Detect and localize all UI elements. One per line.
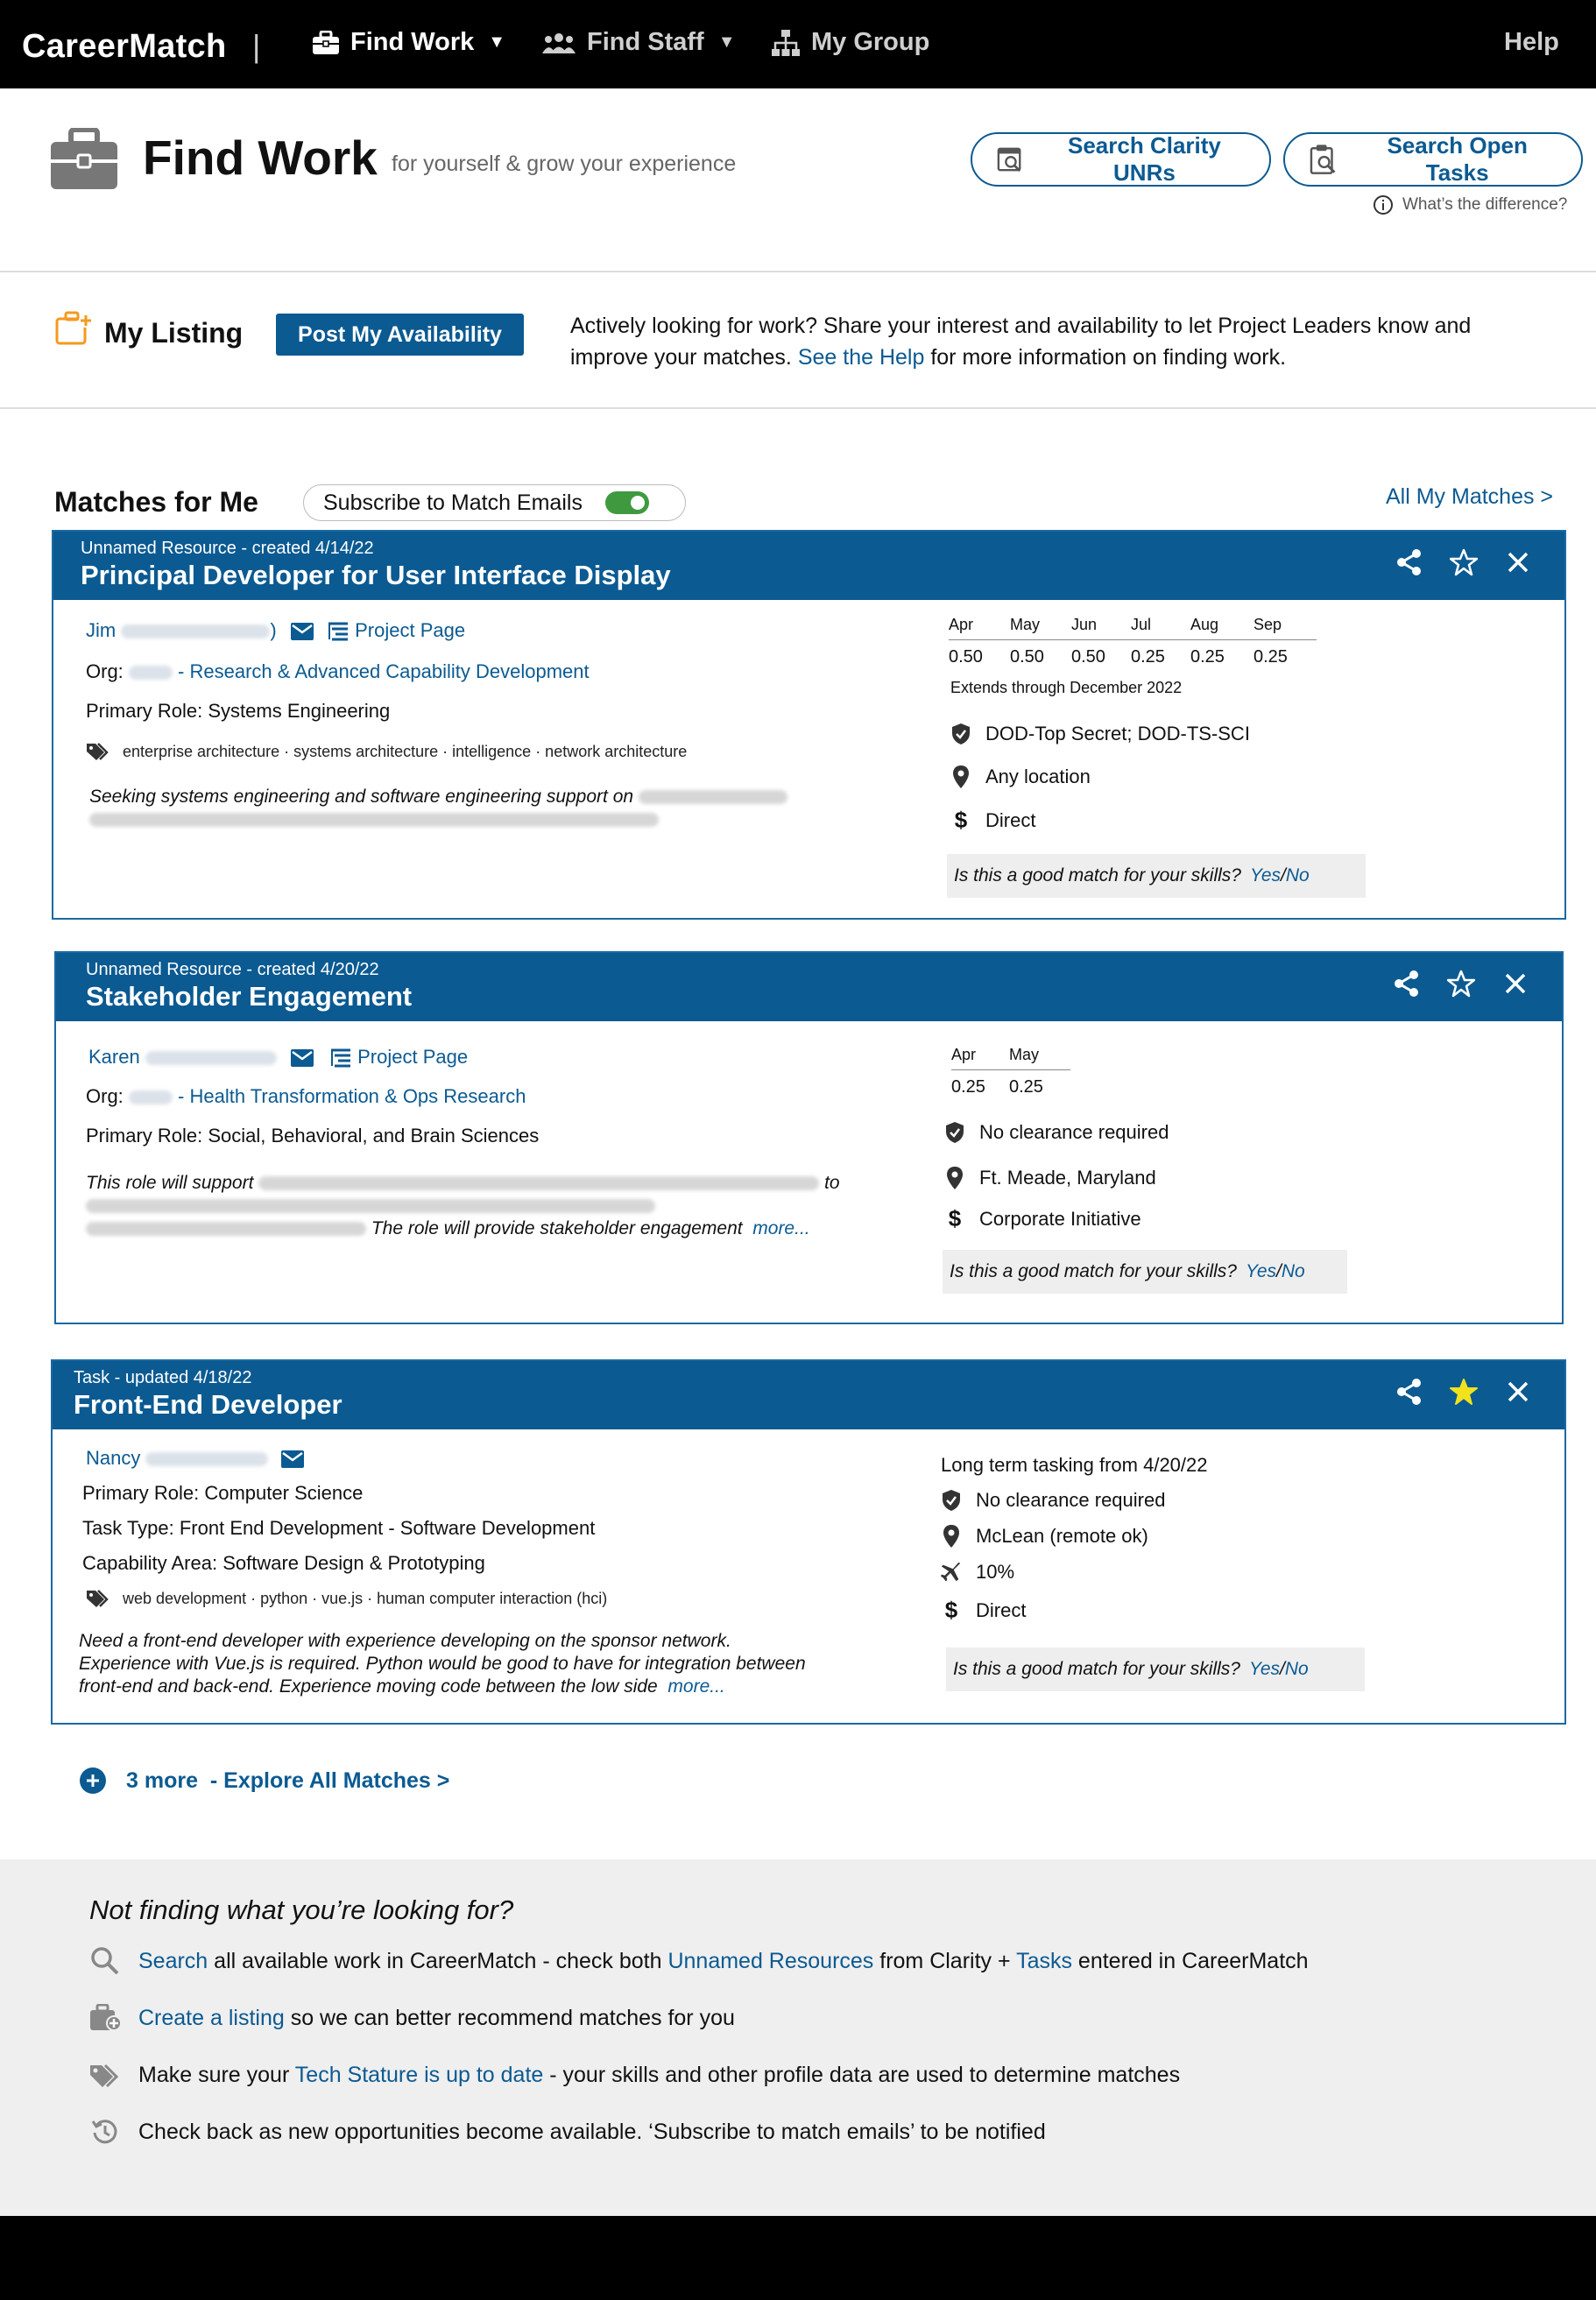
- tags-icon: [89, 2064, 121, 2088]
- search-clarity-unrs-button[interactable]: [971, 132, 1271, 187]
- help-text: all available work in CareerMatch - check both: [208, 1948, 668, 1973]
- post-my-availability-button[interactable]: Post My Availability: [276, 314, 524, 356]
- contact-first-name: Jim: [86, 619, 117, 641]
- tags-icon: [86, 1589, 110, 1608]
- airplane-icon: [941, 1561, 962, 1584]
- description-text: Seeking systems engineering and software engineering support on: [89, 787, 634, 807]
- redacted-text: [86, 1199, 655, 1213]
- contact-name-link[interactable]: [86, 619, 277, 641]
- location: [941, 1524, 1148, 1549]
- month-label: Jun: [1071, 616, 1131, 640]
- subscribe-label: Subscribe to Match Emails: [323, 490, 583, 515]
- slash: /: [1280, 1659, 1285, 1679]
- funding: [944, 1205, 1141, 1232]
- no-link[interactable]: No: [1285, 865, 1310, 885]
- star-icon[interactable]: [1446, 969, 1476, 998]
- month-value: 0.25: [951, 1077, 985, 1097]
- card-title[interactable]: Stakeholder Engagement: [86, 981, 413, 1012]
- shield-check-icon: [942, 1489, 961, 1512]
- primary-role: Primary Role: Social, Behavioral, and Brain Sciences: [86, 1125, 540, 1146]
- org-label: Org:: [86, 1085, 124, 1107]
- tech-stature-link[interactable]: Tech Stature is up to date: [294, 2063, 544, 2087]
- card-header: [53, 532, 1564, 600]
- month-value: 0.25: [1131, 647, 1165, 667]
- location: [944, 1166, 1156, 1190]
- help-row-search: [89, 1946, 1309, 1976]
- project-page-link[interactable]: [327, 619, 465, 642]
- funding: [950, 807, 1035, 834]
- project-icon: [327, 621, 350, 642]
- card-meta: Task - updated 4/18/22: [74, 1368, 252, 1387]
- matches-for-me-title: Matches for Me: [54, 486, 258, 518]
- help-text: from Clarity +: [873, 1948, 1017, 1973]
- extends-through: Extends through December 2022: [950, 679, 1183, 696]
- project-icon: [329, 1048, 352, 1069]
- month-label: Apr: [949, 616, 1010, 640]
- nav-my-group[interactable]: [771, 28, 929, 57]
- close-icon[interactable]: [1501, 969, 1530, 998]
- yes-link[interactable]: Yes: [1245, 1261, 1277, 1281]
- more-link[interactable]: more...: [667, 1676, 725, 1697]
- yes-link[interactable]: Yes: [1249, 865, 1282, 885]
- project-page-label: Project Page: [355, 619, 466, 641]
- tasking-duration: Long term tasking from 4/20/22: [941, 1454, 1208, 1476]
- share-icon[interactable]: [1395, 547, 1424, 577]
- no-link[interactable]: No: [1281, 1261, 1305, 1281]
- help-title: Not finding what you’re looking for?: [89, 1894, 514, 1925]
- clearance-text: No clearance required: [976, 1489, 1166, 1511]
- project-page-label: Project Page: [357, 1046, 469, 1068]
- whats-the-difference-link[interactable]: [1373, 194, 1567, 215]
- all-my-matches-link[interactable]: All My Matches >: [1386, 484, 1554, 509]
- tags-icon: [86, 742, 110, 761]
- page-subtitle: for yourself & grow your experience: [392, 152, 737, 176]
- month-value: 0.25: [1253, 647, 1288, 667]
- nav-my-group-label: My Group: [811, 28, 930, 56]
- clearance-text: No clearance required: [979, 1121, 1169, 1143]
- month-label: Sep: [1253, 616, 1317, 640]
- share-icon[interactable]: [1395, 1377, 1424, 1407]
- redacted-text: [129, 1090, 173, 1104]
- card-meta: Unnamed Resource - created 4/14/22: [81, 539, 374, 558]
- redacted-text: [145, 1051, 277, 1065]
- description-text: This role will support: [86, 1173, 254, 1193]
- availability-schedule: [949, 616, 1317, 667]
- divider: [0, 407, 1596, 409]
- dollar-icon: $: [954, 807, 968, 833]
- description-text: Need a front-end developer with experience developing on the sponsor network.: [79, 1631, 731, 1651]
- description-text: to: [824, 1173, 840, 1193]
- info-icon: [1373, 194, 1394, 215]
- contact-name-link[interactable]: [88, 1046, 277, 1068]
- footer-bar: [0, 2216, 1596, 2300]
- whats-the-difference-label: What’s the difference?: [1402, 195, 1568, 214]
- search-open-tasks-button[interactable]: [1283, 132, 1583, 187]
- my-listing-title: My Listing: [104, 317, 244, 349]
- dollar-icon: $: [944, 1597, 958, 1623]
- good-match-feedback: [943, 1250, 1347, 1294]
- contact: [88, 1046, 314, 1069]
- nav-find-staff-label: Find Staff: [587, 28, 704, 56]
- card-title[interactable]: Principal Developer for User Interface Display: [81, 560, 671, 590]
- help-text: entered in CareerMatch: [1071, 1948, 1309, 1973]
- skill-tags-text: enterprise architecture · systems architecture · intelligence · network architecture: [123, 742, 688, 760]
- listing-add-icon: [55, 311, 94, 346]
- clearance: [950, 723, 1250, 745]
- good-match-feedback: [946, 1647, 1365, 1691]
- skill-tags: [86, 1589, 607, 1608]
- slash: /: [1276, 1261, 1282, 1281]
- org: [86, 1085, 526, 1108]
- tasks-link[interactable]: Tasks: [1016, 1948, 1072, 1973]
- email-icon[interactable]: [281, 1450, 304, 1468]
- shield-check-icon: [951, 723, 971, 745]
- divider: [0, 271, 1596, 272]
- contact-name-link[interactable]: [86, 1447, 268, 1469]
- month-value: 0.50: [1071, 647, 1105, 667]
- no-link[interactable]: No: [1284, 1659, 1309, 1679]
- nav-separator: |: [252, 28, 261, 64]
- nav-find-staff[interactable]: [541, 28, 736, 57]
- description-text: Experience with Vue.js is required. Python would be good to have for integration between: [79, 1654, 806, 1674]
- contact: [86, 619, 314, 642]
- description-text: The role will provide stakeholder engagement: [371, 1218, 743, 1238]
- card-description: [86, 1172, 909, 1240]
- brand-logo[interactable]: CareerMatch: [22, 28, 227, 65]
- card-header: [56, 953, 1562, 1021]
- clearance-text: DOD-Top Secret; DOD-TS-SCI: [985, 723, 1250, 744]
- redacted-text: [89, 813, 659, 827]
- travel-text: 10%: [976, 1561, 1015, 1583]
- location-text: Ft. Meade, Maryland: [979, 1167, 1156, 1189]
- contact-first-name: Karen: [88, 1046, 140, 1068]
- card-description: [89, 786, 878, 831]
- briefcase-icon: [49, 128, 119, 191]
- card-meta: Unnamed Resource - created 4/20/22: [86, 960, 379, 979]
- nav-find-work[interactable]: [312, 28, 505, 57]
- org: [86, 660, 590, 683]
- unnamed-resources-link[interactable]: Unnamed Resources: [667, 1948, 874, 1973]
- top-nav: [0, 0, 1596, 88]
- listing-text: Actively looking for work? Share your interest and availability to let Project Leaders know and improve your matches.: [570, 314, 1472, 370]
- travel: [941, 1561, 1014, 1584]
- share-icon[interactable]: [1392, 969, 1422, 998]
- month-label: Jul: [1131, 616, 1190, 640]
- primary-role: Primary Role: Systems Engineering: [86, 700, 391, 722]
- see-the-help-link[interactable]: See the Help: [797, 345, 925, 370]
- yes-link[interactable]: Yes: [1248, 1659, 1281, 1679]
- funding-text: Direct: [985, 808, 1036, 831]
- star-icon[interactable]: [1449, 547, 1479, 577]
- close-icon[interactable]: [1503, 547, 1533, 577]
- org-label: Org:: [86, 660, 124, 682]
- clearance: [941, 1489, 1165, 1512]
- search-clarity-unrs-label: Search Clarity UNRs: [1068, 132, 1221, 186]
- month-value: 0.25: [1190, 647, 1225, 667]
- funding-text: Corporate Initiative: [979, 1207, 1141, 1230]
- month-value: 0.50: [949, 647, 983, 667]
- org-chart-icon: [771, 29, 801, 57]
- history-icon: [91, 2118, 119, 2146]
- match-card[interactable]: [54, 951, 1564, 1324]
- location-text: Any location: [985, 765, 1091, 787]
- shield-check-icon: [945, 1121, 964, 1144]
- email-icon[interactable]: [291, 623, 314, 640]
- dollar-icon: $: [948, 1205, 962, 1231]
- create-listing-link[interactable]: Create a listing: [138, 2005, 285, 2030]
- redacted-text: [86, 1222, 366, 1236]
- help-text: Check back as new opportunities become available. ‘Subscribe to match emails’ to be notified: [138, 2119, 1046, 2144]
- month-label: Aug: [1190, 616, 1253, 640]
- redacted-text: [258, 1176, 819, 1190]
- explore-label: - Explore All Matches >: [209, 1767, 450, 1793]
- page-title: Find Work: [143, 131, 378, 185]
- slash: /: [1281, 865, 1286, 885]
- contact-first-name: Nancy: [86, 1447, 141, 1469]
- skill-tags-text: web development · python · vue.js · human computer interaction (hci): [123, 1589, 608, 1607]
- more-count: 3 more: [126, 1767, 198, 1793]
- good-match-question: Is this a good match for your skills?: [953, 1659, 1240, 1679]
- explore-all-matches-link[interactable]: [79, 1767, 449, 1795]
- clipboard-search-icon: [1310, 144, 1338, 175]
- plus-circle-icon: [79, 1767, 107, 1795]
- briefcase-icon: [312, 31, 340, 55]
- match-card[interactable]: [51, 1359, 1566, 1725]
- contact: [86, 1447, 304, 1470]
- month-label: Apr: [951, 1046, 1009, 1070]
- chevron-down-icon: ▼: [717, 32, 736, 52]
- search-icon: [90, 1946, 120, 1976]
- listing-text-end: for more information on finding work.: [924, 345, 1287, 370]
- nav-help[interactable]: Help: [1504, 28, 1559, 56]
- card-description: [79, 1630, 920, 1698]
- redacted-text: [639, 790, 787, 804]
- help-row-check-back: [89, 2118, 1046, 2146]
- availability-schedule: [951, 1046, 1070, 1097]
- project-page-link[interactable]: [329, 1046, 468, 1069]
- listing-description: [570, 310, 1534, 373]
- chevron-down-icon: ▼: [488, 32, 506, 52]
- funding-text: Direct: [976, 1598, 1027, 1621]
- month-value: 0.25: [1009, 1077, 1043, 1097]
- redacted-text: [145, 1452, 268, 1466]
- help-text: so we can better recommend matches for you: [284, 2005, 735, 2030]
- redacted-text: [121, 624, 270, 638]
- close-icon[interactable]: [1503, 1377, 1533, 1407]
- location-pin-icon: [952, 765, 970, 789]
- location: [950, 765, 1091, 789]
- funding: [941, 1597, 1026, 1624]
- good-match-question: Is this a good match for your skills?: [954, 865, 1241, 885]
- primary-role: Primary Role: Computer Science: [82, 1482, 364, 1504]
- help-row-tech-stature: [89, 2063, 1180, 2088]
- good-match-feedback: [947, 854, 1366, 898]
- month-label: May: [1010, 616, 1071, 640]
- search-open-tasks-label: Search Open Tasks: [1387, 132, 1528, 186]
- email-icon[interactable]: [291, 1049, 314, 1067]
- month-label: May: [1009, 1046, 1070, 1070]
- search-link[interactable]: Search: [138, 1948, 208, 1973]
- nav-find-work-label: Find Work: [350, 28, 475, 56]
- month-value: 0.50: [1010, 647, 1044, 667]
- subscribe-toggle[interactable]: [605, 491, 649, 514]
- people-icon: [541, 32, 576, 54]
- location-pin-icon: [943, 1524, 960, 1549]
- skill-tags: [86, 742, 687, 761]
- location-text: McLean (remote ok): [976, 1525, 1148, 1547]
- clearance: [944, 1121, 1169, 1144]
- subscribe-match-emails[interactable]: [303, 484, 686, 521]
- help-text: Make sure your: [138, 2063, 295, 2087]
- search-document-icon: [997, 145, 1025, 174]
- more-link[interactable]: more...: [752, 1218, 810, 1238]
- org-link[interactable]: - Research & Advanced Capability Development: [178, 660, 590, 682]
- contact-paren: ): [270, 619, 277, 641]
- help-text: - your skills and other profile data are used to determine matches: [543, 2063, 1181, 2087]
- task-type: Task Type: Front End Development - Software Development: [82, 1517, 596, 1539]
- org-link[interactable]: - Health Transformation & Ops Research: [178, 1085, 526, 1107]
- star-filled-icon[interactable]: [1449, 1377, 1479, 1407]
- card-header: [53, 1361, 1564, 1429]
- location-pin-icon: [946, 1166, 964, 1190]
- description-text: front-end and back-end. Experience moving code between the low side: [79, 1676, 658, 1697]
- good-match-question: Is this a good match for your skills?: [950, 1261, 1237, 1281]
- briefcase-add-icon: [89, 2004, 121, 2032]
- card-title[interactable]: Front-End Developer: [74, 1389, 343, 1420]
- help-row-listing: [89, 2004, 735, 2032]
- match-card[interactable]: [52, 530, 1566, 920]
- capability-area: Capability Area: Software Design & Prototyping: [82, 1552, 485, 1574]
- redacted-text: [129, 666, 173, 680]
